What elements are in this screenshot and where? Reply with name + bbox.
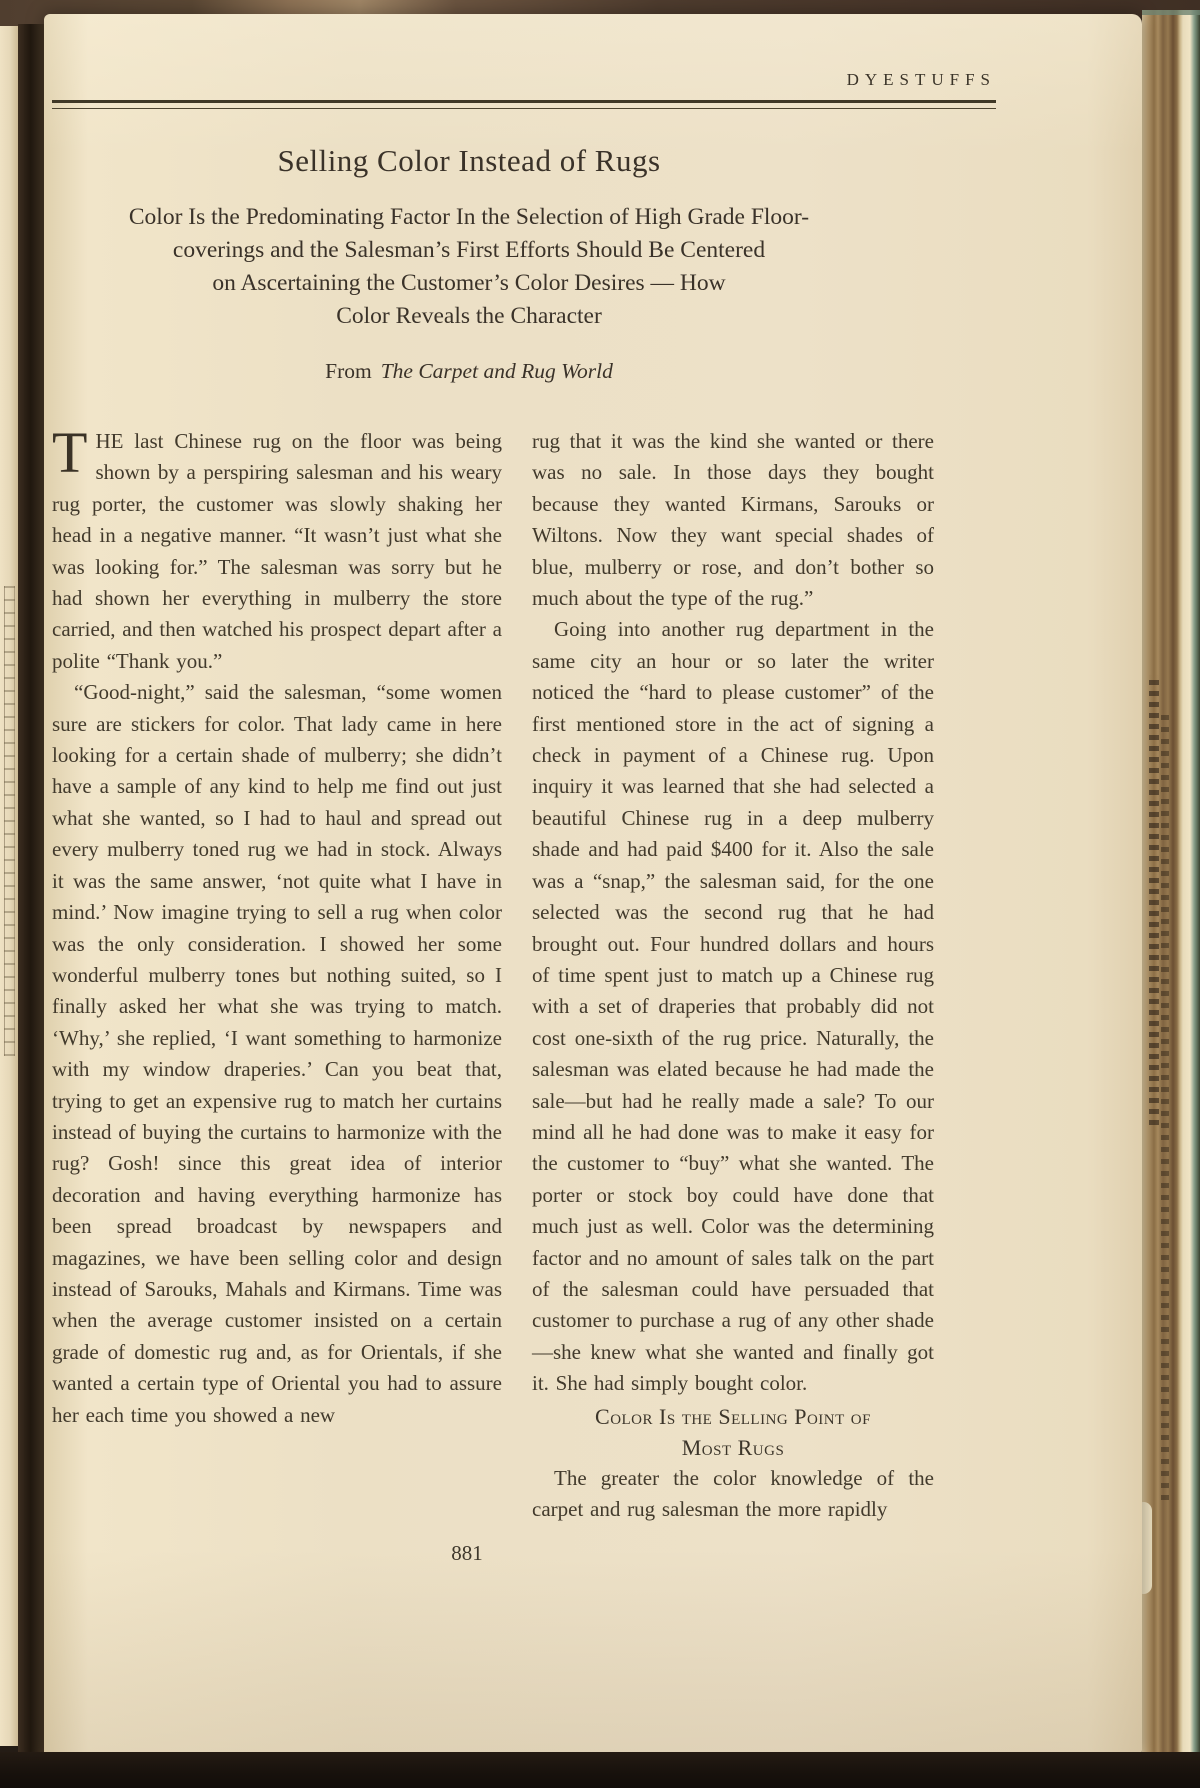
drop-cap: T: [52, 420, 88, 485]
paragraph-text: HE last Chinese rug on the floor was being shown by a perspiring salesman and his weary rug porter, the customer was slowly shaking her head in a negative manner. “It wasn’t just what she was looking for.” The salesman was sorry but he had shown her everything in mulberry the store carried, and then watched his prospect depart after a polite “Thank you.”: [52, 429, 502, 673]
running-head: DYESTUFFS: [846, 70, 996, 89]
byline-prefix: From: [325, 359, 372, 383]
article-paragraph: rug that it was the kind she wanted or there was no sale. In those days they bought because they wanted Kirmans, Sarouks or Wiltons. Now they want special shades of blue, mulberry or rose, and don’t bother so much about the type of the rug.”: [532, 429, 934, 611]
deck-line: Color Is the Predominating Factor In the Selection of High Grade Floor-: [128, 204, 810, 230]
byline-source: The Carpet and Rug World: [380, 359, 613, 383]
book-binding-bottom: [0, 1752, 1200, 1788]
article-paragraph: The greater the color knowledge of the carpet and rug salesman the more rapidly: [532, 1465, 934, 1521]
article-paragraph: Going into another rug department in the same city an hour or so later the writer noticed the “hard to please customer” of the first mentioned store in the act of signing a check in payment of a Chinese rug. Upon inquiry it was learned that she had selected a beautiful Chinese rug in a deep mulberry shade and had paid $400 for it. Also the sale was a “snap,” the salesman said, for the one selected was the second rug that he had brought out. Four hundred dollars and hours of time spent just to match up a Chinese rug with a set of draperies that probably did not cost one-sixth of the rug price. Naturally, the salesman was elated because he had made the sale—but had he really made a sale? To our mind all he had done was to make it easy for the customer to “buy” what she wanted. The porter or stock boy could have done that much just as well. Color was the determining factor and no amount of sales talk on the part of the salesman could have persuaded that customer to purchase a rug of any other shade—she knew what she wanted and finally got it. She had simply bought color.: [532, 617, 934, 1396]
deck-line: Color Reveals the Character: [336, 303, 602, 329]
header-rule: [52, 100, 996, 109]
left-column: [52, 420, 502, 1525]
article-paragraph: [52, 420, 502, 677]
article-deck: [52, 201, 886, 333]
deck-line: on Ascertaining the Customer’s Color Desires — How: [212, 270, 726, 296]
fore-edge-print-marks: [1161, 710, 1169, 1500]
fore-edge-top-line: [1142, 10, 1200, 15]
fore-edge-print-marks: [1149, 675, 1159, 1125]
article-title: Selling Color Instead of Rugs: [277, 143, 661, 178]
subheading-line: Color Is the Selling Point of: [595, 1403, 871, 1429]
page-showthrough-marks: [4, 586, 15, 1056]
page-number: 881: [451, 1541, 483, 1566]
section-subheading: [532, 1401, 934, 1463]
deck-line: coverings and the Salesman’s First Efforts Should Be Centered: [172, 237, 766, 263]
article-body: [52, 420, 1142, 1525]
subheading-line: Most Rugs: [681, 1434, 785, 1460]
book-page: [44, 14, 1142, 1758]
book-gutter-shadow: [18, 24, 46, 1754]
opposite-page-edge: [0, 26, 18, 1746]
byline: [52, 359, 886, 384]
article-paragraph: “Good-night,” said the salesman, “some women sure are stickers for color. That lady came in here looking for a certain shade of mulberry; she didn’t have a sample of any kind to help me find out just what she wanted, so I had to haul and spread out every mulberry toned rug we had in stock. Always it was the same answer, ‘not quite what I have in mind.’ Now imagine trying to sell a rug when color was the only consideration. I showed her some wonderful mulberry tones but nothing suited, so I finally asked her what she was trying to match. ‘Why,’ she replied, ‘I want something to harmonize with my window draperies.’ Can you beat that, trying to get an expensive rug to match her curtains instead of buying the curtains to harmonize with the rug? Gosh! since this great idea of interior decoration and having everything harmonize has been spread broadcast by newspapers and magazines, we have been selling color and design instead of Sarouks, Mahals and Kirmans. Time was when the average customer insisted on a certain grade of domestic rug and, as for Orientals, if she wanted a certain type of Oriental you had to assure her each time you showed a new: [52, 680, 502, 1427]
right-column: [532, 426, 934, 1525]
book-fore-edge: [1142, 10, 1200, 1766]
